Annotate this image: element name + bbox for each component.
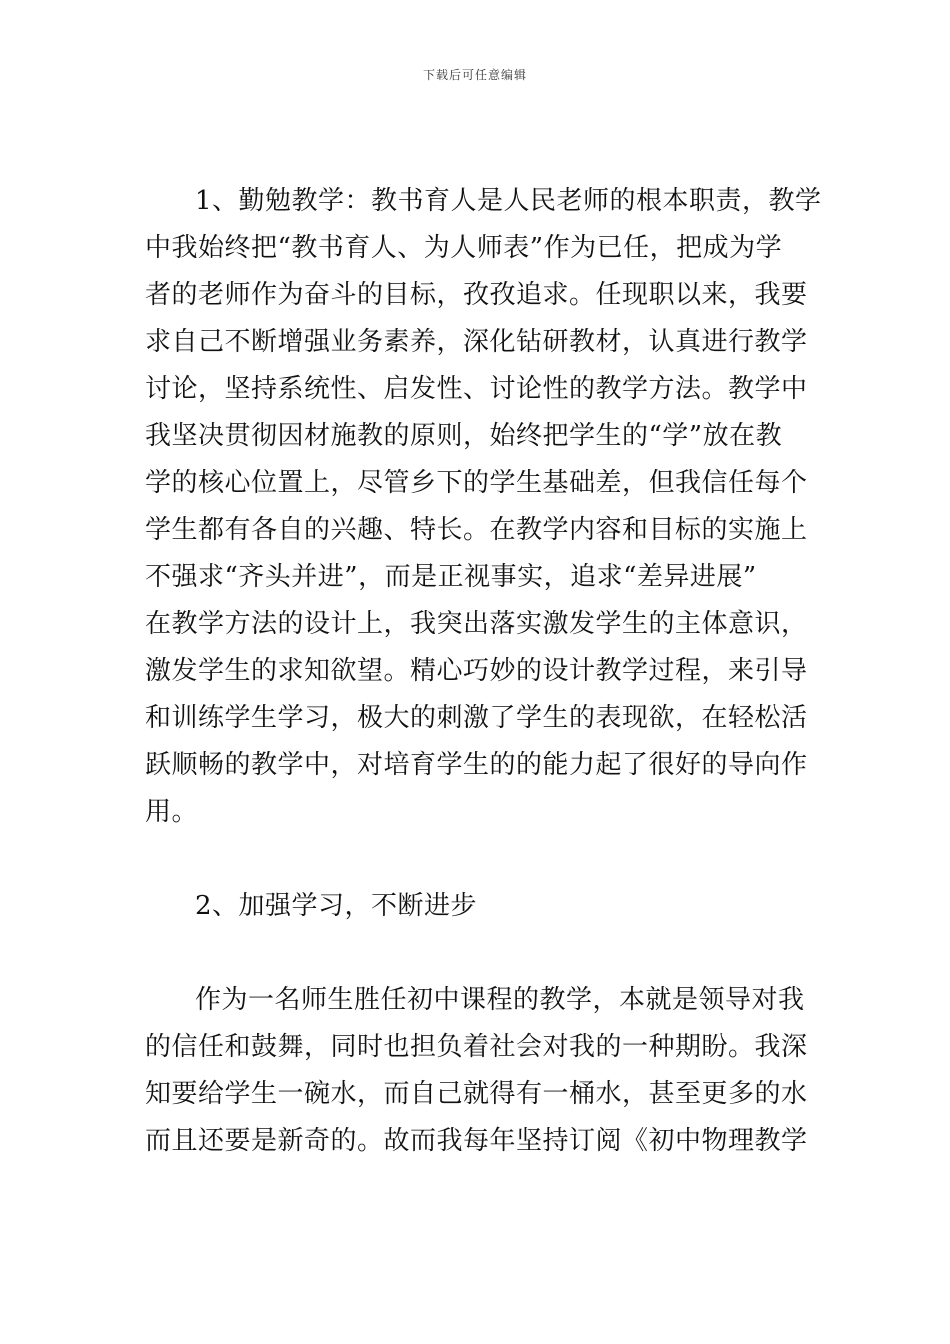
paragraph-line: 学的核心位置上，尽管乡下的学生基础差，但我信任每个 [145,468,808,498]
section-heading-2 [145,883,810,930]
document-body [145,178,822,1165]
paragraph-spacer [145,930,810,977]
paragraph-line: 知要给学生一碗水，而自己就得有一桶水，甚至更多的水 [145,1079,808,1109]
paragraph-line: 1、勤勉教学：教书育人是人民老师的根本职责，教学 [195,186,822,216]
paragraph-line: 在教学方法的设计上，我突出落实激发学生的主体意识， [145,609,808,639]
paragraph-1 [145,178,822,836]
paragraph-line: 学生都有各自的兴趣、特长。在教学内容和目标的实施上 [145,515,808,545]
paragraph-line: 作为一名师生胜任初中课程的教学，本就是领导对我 [195,985,805,1015]
paragraph-line: 和训练学生学习，极大的刺激了学生的表现欲，在轻松活 [145,703,808,733]
paragraph-3 [145,977,810,1165]
paragraph-line: 中我始终把“教书育人、为人师表”作为已任，把成为学 [145,233,783,263]
page-header: 下载后可任意编辑 [422,68,527,82]
paragraph-line: 用。 [145,797,199,827]
paragraph-line: 的信任和鼓舞，同时也担负着社会对我的一种期盼。我深 [145,1032,808,1062]
paragraph-line: 激发学生的求知欲望。精心巧妙的设计教学过程，来引导 [145,656,808,686]
section-heading-text: 2、加强学习，不断进步 [195,891,478,921]
paragraph-line: 讨论，坚持系统性、启发性、讨论性的教学方法。教学中 [145,374,808,404]
paragraph-line: 者的老师作为奋斗的目标，孜孜追求。任现职以来，我要 [145,280,808,310]
paragraph-spacer [145,836,810,883]
paragraph-line: 跃顺畅的教学中，对培育学生的的能力起了很好的导向作 [145,750,808,780]
paragraph-line: 求自己不断增强业务素养，深化钻研教材，认真进行教学 [145,327,808,357]
paragraph-line: 而且还要是新奇的。故而我每年坚持订阅《初中物理教学 [145,1126,808,1156]
paragraph-line: 不强求“齐头并进”，而是正视事实，追求“差异进展” [145,562,757,592]
paragraph-line: 我坚决贯彻因材施教的原则，始终把学生的“学”放在教 [145,421,783,451]
